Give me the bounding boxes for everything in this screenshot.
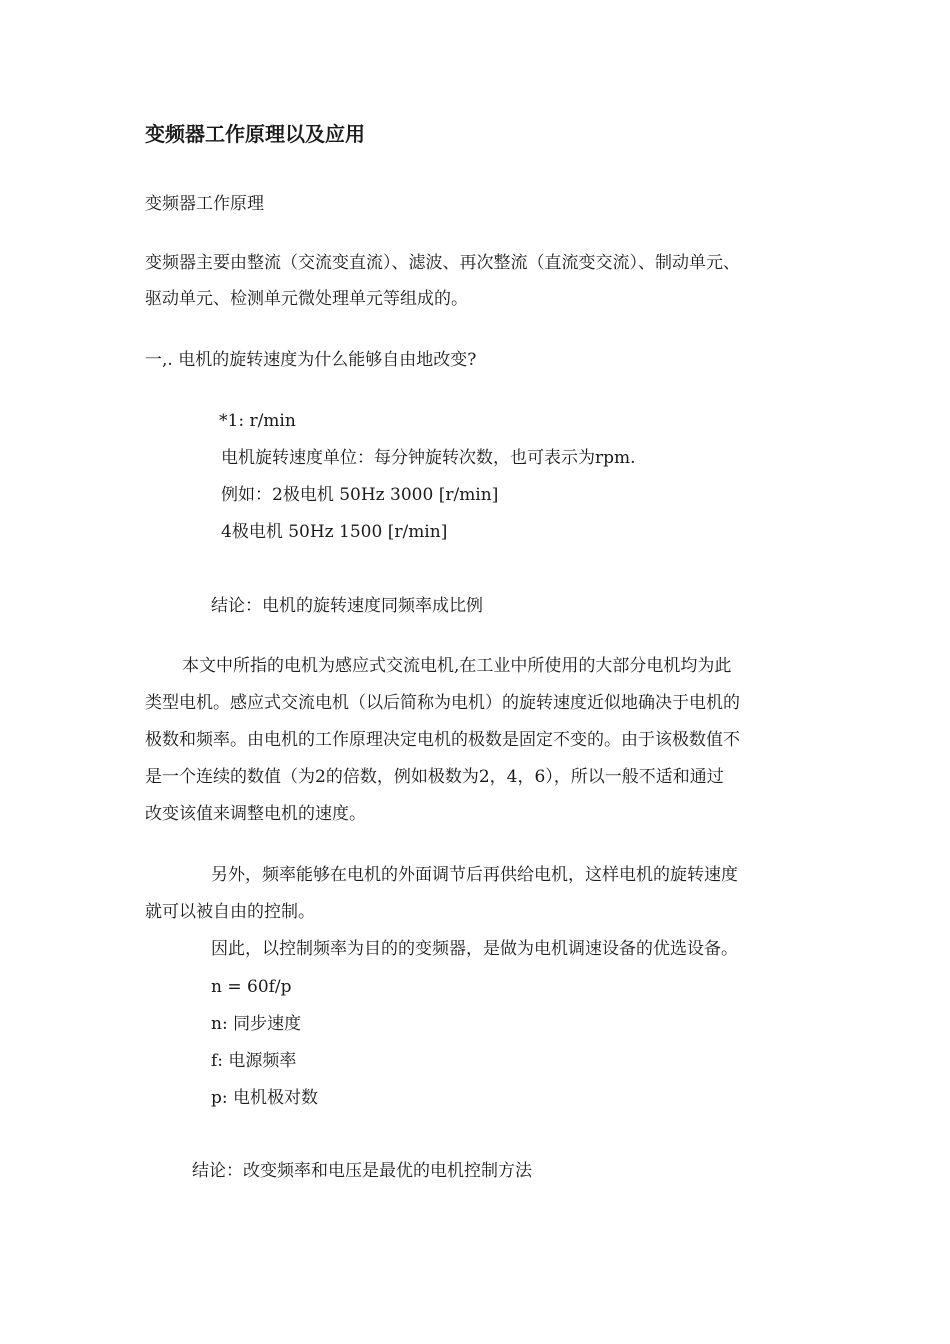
formula-n-definition: n: 同步速度 [211, 1014, 302, 1034]
paragraph-1-line-4: 是一个连续的数值（为2的倍数，例如极数为2，4，6），所以一般不适和通过 [145, 767, 724, 787]
paragraph-3: 因此，以控制频率为目的的变频器，是做为电机调速设备的优选设备。 [211, 939, 738, 959]
formula-f-definition: f: 电源频率 [211, 1051, 297, 1071]
speed-unit: *1: r/min [219, 411, 296, 431]
paragraph-1-line-2: 类型电机。感应式交流电机（以后简称为电机）的旋转速度近似地确决于电机的 [145, 693, 740, 713]
paragraph-2-line-1: 另外，频率能够在电机的外面调节后再供给电机，这样电机的旋转速度 [211, 865, 738, 885]
paragraph-2-line-2: 就可以被自由的控制。 [145, 902, 315, 922]
conclusion-2: 结论：改变频率和电压是最优的电机控制方法 [192, 1161, 532, 1181]
conclusion-1: 结论：电机的旋转速度同频率成比例 [211, 596, 483, 616]
document-title: 变频器工作原理以及应用 [145, 122, 365, 146]
formula-equation: n = 60f/p [211, 977, 292, 997]
intro-line-1: 变频器主要由整流（交流变直流）、滤波、再次整流（直流变交流）、制动单元、 [145, 253, 740, 273]
paragraph-1-line-5: 改变该值来调整电机的速度。 [145, 804, 366, 824]
paragraph-1-line-3: 极数和频率。由电机的工作原理决定电机的极数是固定不变的。由于该极数值不 [145, 730, 740, 750]
question-heading: 一,. 电机的旋转速度为什么能够自由地改变? [145, 350, 477, 370]
speed-unit-description: 电机旋转速度单位：每分钟旋转次数，也可表示为rpm. [221, 448, 636, 468]
paragraph-1-line-1: 本文中所指的电机为感应式交流电机,在工业中所使用的大部分电机均为此 [182, 656, 732, 676]
example-4-pole: 4极电机 50Hz 1500 [r/min] [221, 522, 448, 542]
formula-p-definition: p: 电机极对数 [211, 1088, 319, 1108]
example-2-pole: 例如：2极电机 50Hz 3000 [r/min] [221, 485, 499, 505]
intro-line-2: 驱动单元、检测单元微处理单元等组成的。 [145, 289, 468, 309]
section-heading: 变频器工作原理 [145, 194, 264, 214]
